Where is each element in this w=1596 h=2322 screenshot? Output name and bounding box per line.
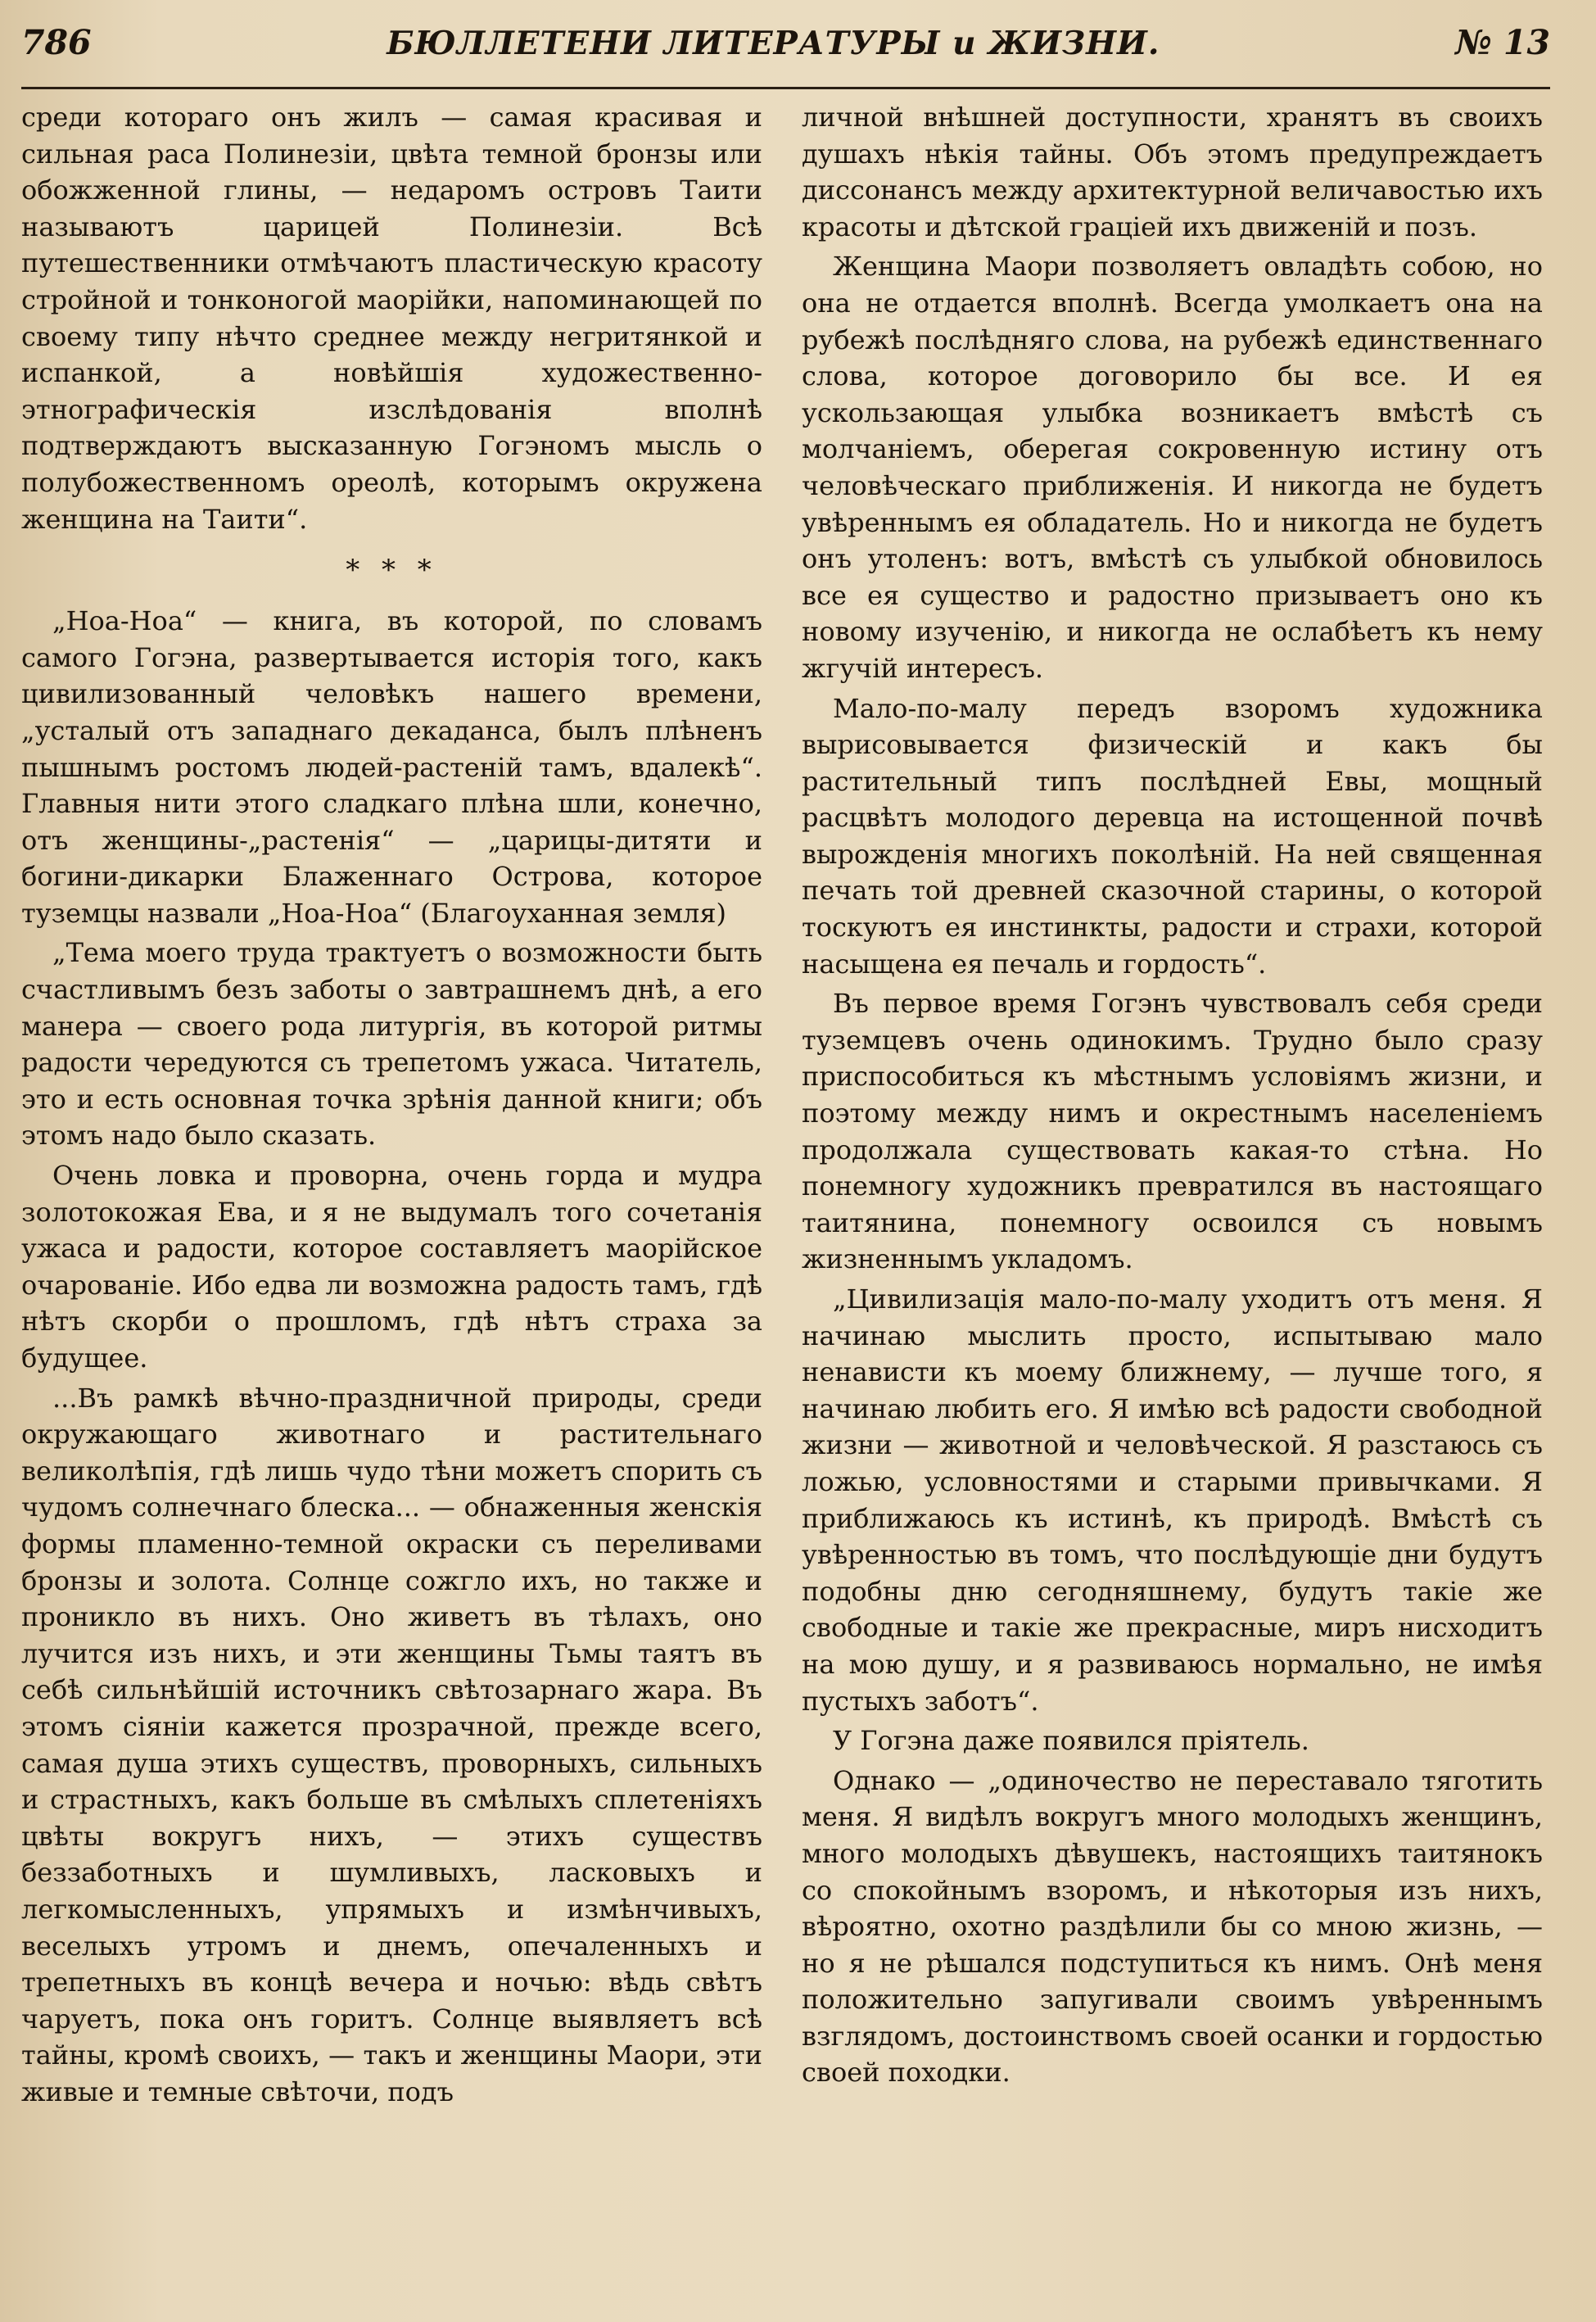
paragraph: „Тема моего труда трактуетъ о возможности быть счастливымъ безъ заботы о завтрашнемъ днѣ, а его манера — своего рода литургія, въ которой ритмы радости чередуются съ трепетомъ ужаса. Читатель, это и есть основная точка зрѣнія данной книги; объ этомъ надо было сказать. [21,937,762,1152]
paragraph: Мало-по-малу передъ взоромъ художника вырисовывается физическій и какъ бы растительный типъ послѣдней Евы, мощный расцвѣтъ молодого деревца на истощенной почвѣ вырожденія многихъ поколѣній. На ней священная печать той древней сказочной старины, о которой тоскуютъ ея инстинкты, радости и страхи, которой насыщена ея печаль и гордость“. [802,692,1543,980]
paragraph: „Цивилизація мало-по-малу уходитъ отъ меня. Я начинаю мыслить просто, испытываю мало ненависти къ моему ближнему, — лучше того, я начинаю любить его. Я имѣю всѣ радости свободной жизни — животной и человѣческой. Я разстаюсь съ ложью, условностями и старыми привычками. Я приближаюсь къ истинѣ, къ природѣ. Вмѣстѣ съ увѣренностью въ томъ, что послѣдующіе дни будутъ подобны дню сегодняшнему, будутъ такіе же свободные и такіе же прекрасные, миръ нисходитъ на мою душу, и я развиваюсь нормально, не имѣя пустыхъ заботъ“. [802,1283,1543,1717]
paragraph: Женщина Маори позволяетъ овладѣть собою, но она не отдается вполнѣ. Всегда умолкаетъ она на рубежѣ послѣдняго слова, на рубежѣ единственнаго слова, которое договорило бы все. И ея ускользающая улыбка возникаетъ вмѣстѣ съ молчаніемъ, оберегая сокровенную истину отъ человѣческаго приближенія. И никогда не будетъ увѣреннымъ ея обладатель. Но и никогда не будетъ онъ утоленъ: вотъ, вмѣстѣ съ улыбкой обновилось все ея существо и радостно призываетъ оно къ новому изученію, и никогда не ослабѣетъ къ нему жгучій интересъ. [802,251,1543,684]
paragraph: Однако — „одиночество не переставало тяготить меня. Я видѣлъ вокругъ много молодыхъ женщинъ, много молодыхъ дѣвушекъ, настоящихъ таитянокъ со спокойнымъ взоромъ, и нѣкоторыя изъ нихъ, вѣроятно, охотно раздѣлили бы со мною жизнь, — но я не рѣшался подступиться къ нимъ. Онѣ меня положительно запугивали своимъ увѣреннымъ взглядомъ, достоинствомъ своей осанки и гордостью своей походки. [802,1764,1543,2089]
paragraph: личной внѣшней доступности, хранятъ въ своихъ душахъ нѣкія тайны. Объ этомъ предупреждаетъ диссонансъ между архитектурной величавостью ихъ красоты и дѣтской граціей ихъ движеній и позъ. [802,102,1543,242]
paragraph: „Ноа-Ноа“ — книга, въ которой, по словамъ самого Гогэна, развертывается исторія того, какъ цивилизованный человѣкъ нашего времени, „усталый отъ западнаго декаданса, былъ плѣненъ пышнымъ ростомъ людей-растеній тамъ, вдалекѣ“. Главныя нити этого сладкаго плѣна шли, конечно, отъ женщины-„растенія“ — „царицы-дитяти и богини-дикарки Блаженнаго Острова, которое туземцы назвали „Ноа-Ноа“ (Благоуханная земля) [21,605,762,929]
running-title: БЮЛЛЕТЕНИ ЛИТЕРАТУРЫ и ЖИЗНИ. [387,25,1160,62]
left-column [21,99,762,2294]
paragraph: У Гогэна даже появился пріятель. [833,1725,1309,1757]
section-separator: * * * [346,554,438,587]
text-columns [21,99,1550,2294]
paragraph: среди котораго онъ жилъ — самая красивая и сильная раса Полинезіи, цвѣта темной бронзы или обожженной глины, — недаромъ островъ Таити называютъ царицей Полинезіи. Всѣ путешественники отмѣчаютъ пластическую красоту стройной и тонконогой маорійки, напоминающей по своему типу нѣчто среднее между негритянкой и испанкой, а новѣйшія художественно-этнографическія изслѣдованія вполнѣ подтверждаютъ высказанную Гогэномъ мысль о полубожественномъ ореолѣ, которымъ окружена женщина на Таити“. [21,102,762,535]
right-column [802,99,1543,2294]
page-number: 786 [21,23,92,62]
issue-number: № 13 [1455,23,1550,62]
running-header [21,23,1550,89]
paragraph: ...Въ рамкѣ вѣчно-праздничной природы, среди окружающаго животнаго и растительнаго великолѣпія, гдѣ лишь чудо тѣни можетъ спорить съ чудомъ солнечнаго блеска... — обнаженныя женскія формы пламенно-темной окраски съ переливами бронзы и золота. Солнце сожгло ихъ, но также и проникло въ нихъ. Оно живетъ въ тѣлахъ, оно лучится изъ нихъ, и эти женщины Тьмы таятъ въ себѣ сильнѣйшій источникъ свѣтозарнаго жара. Въ этомъ сіяніи кажется прозрачной, прежде всего, самая душа этихъ существъ, проворныхъ, сильныхъ и страстныхъ, какъ больше въ смѣлыхъ сплетеніяхъ цвѣты вокругъ нихъ, — этихъ существъ беззаботныхъ и шумливыхъ, ласковыхъ и легкомысленныхъ, упрямыхъ и измѣнчивыхъ, веселыхъ утромъ и днемъ, опечаленныхъ и трепетныхъ въ концѣ вечера и ночью: вѣдь свѣтъ чаруетъ, пока онъ горитъ. Солнце выявляетъ всѣ тайны, кромѣ своихъ, — такъ и женщины Маори, эти живые и темные свѣточи, подъ [21,1382,762,2107]
paragraph: Очень ловка и проворна, очень горда и мудра золотокожая Ева, и я не выдумалъ того сочетанія ужаса и радости, которое составляетъ маорійское очарованіе. Ибо едва ли возможна радость тамъ, гдѣ нѣтъ скорби о прошломъ, гдѣ нѣтъ страха за будущее. [21,1160,762,1374]
paragraph: Въ первое время Гогэнъ чувствовалъ себя среди туземцевъ очень одинокимъ. Трудно было сразу приспособиться къ мѣстнымъ условіямъ жизни, и поэтому между нимъ и окрестнымъ населеніемъ продолжала существовать какая-то стѣна. Но понемногу художникъ превратился въ настоящаго таитянина, понемногу освоился съ новымъ жизненнымъ укладомъ. [802,988,1543,1275]
